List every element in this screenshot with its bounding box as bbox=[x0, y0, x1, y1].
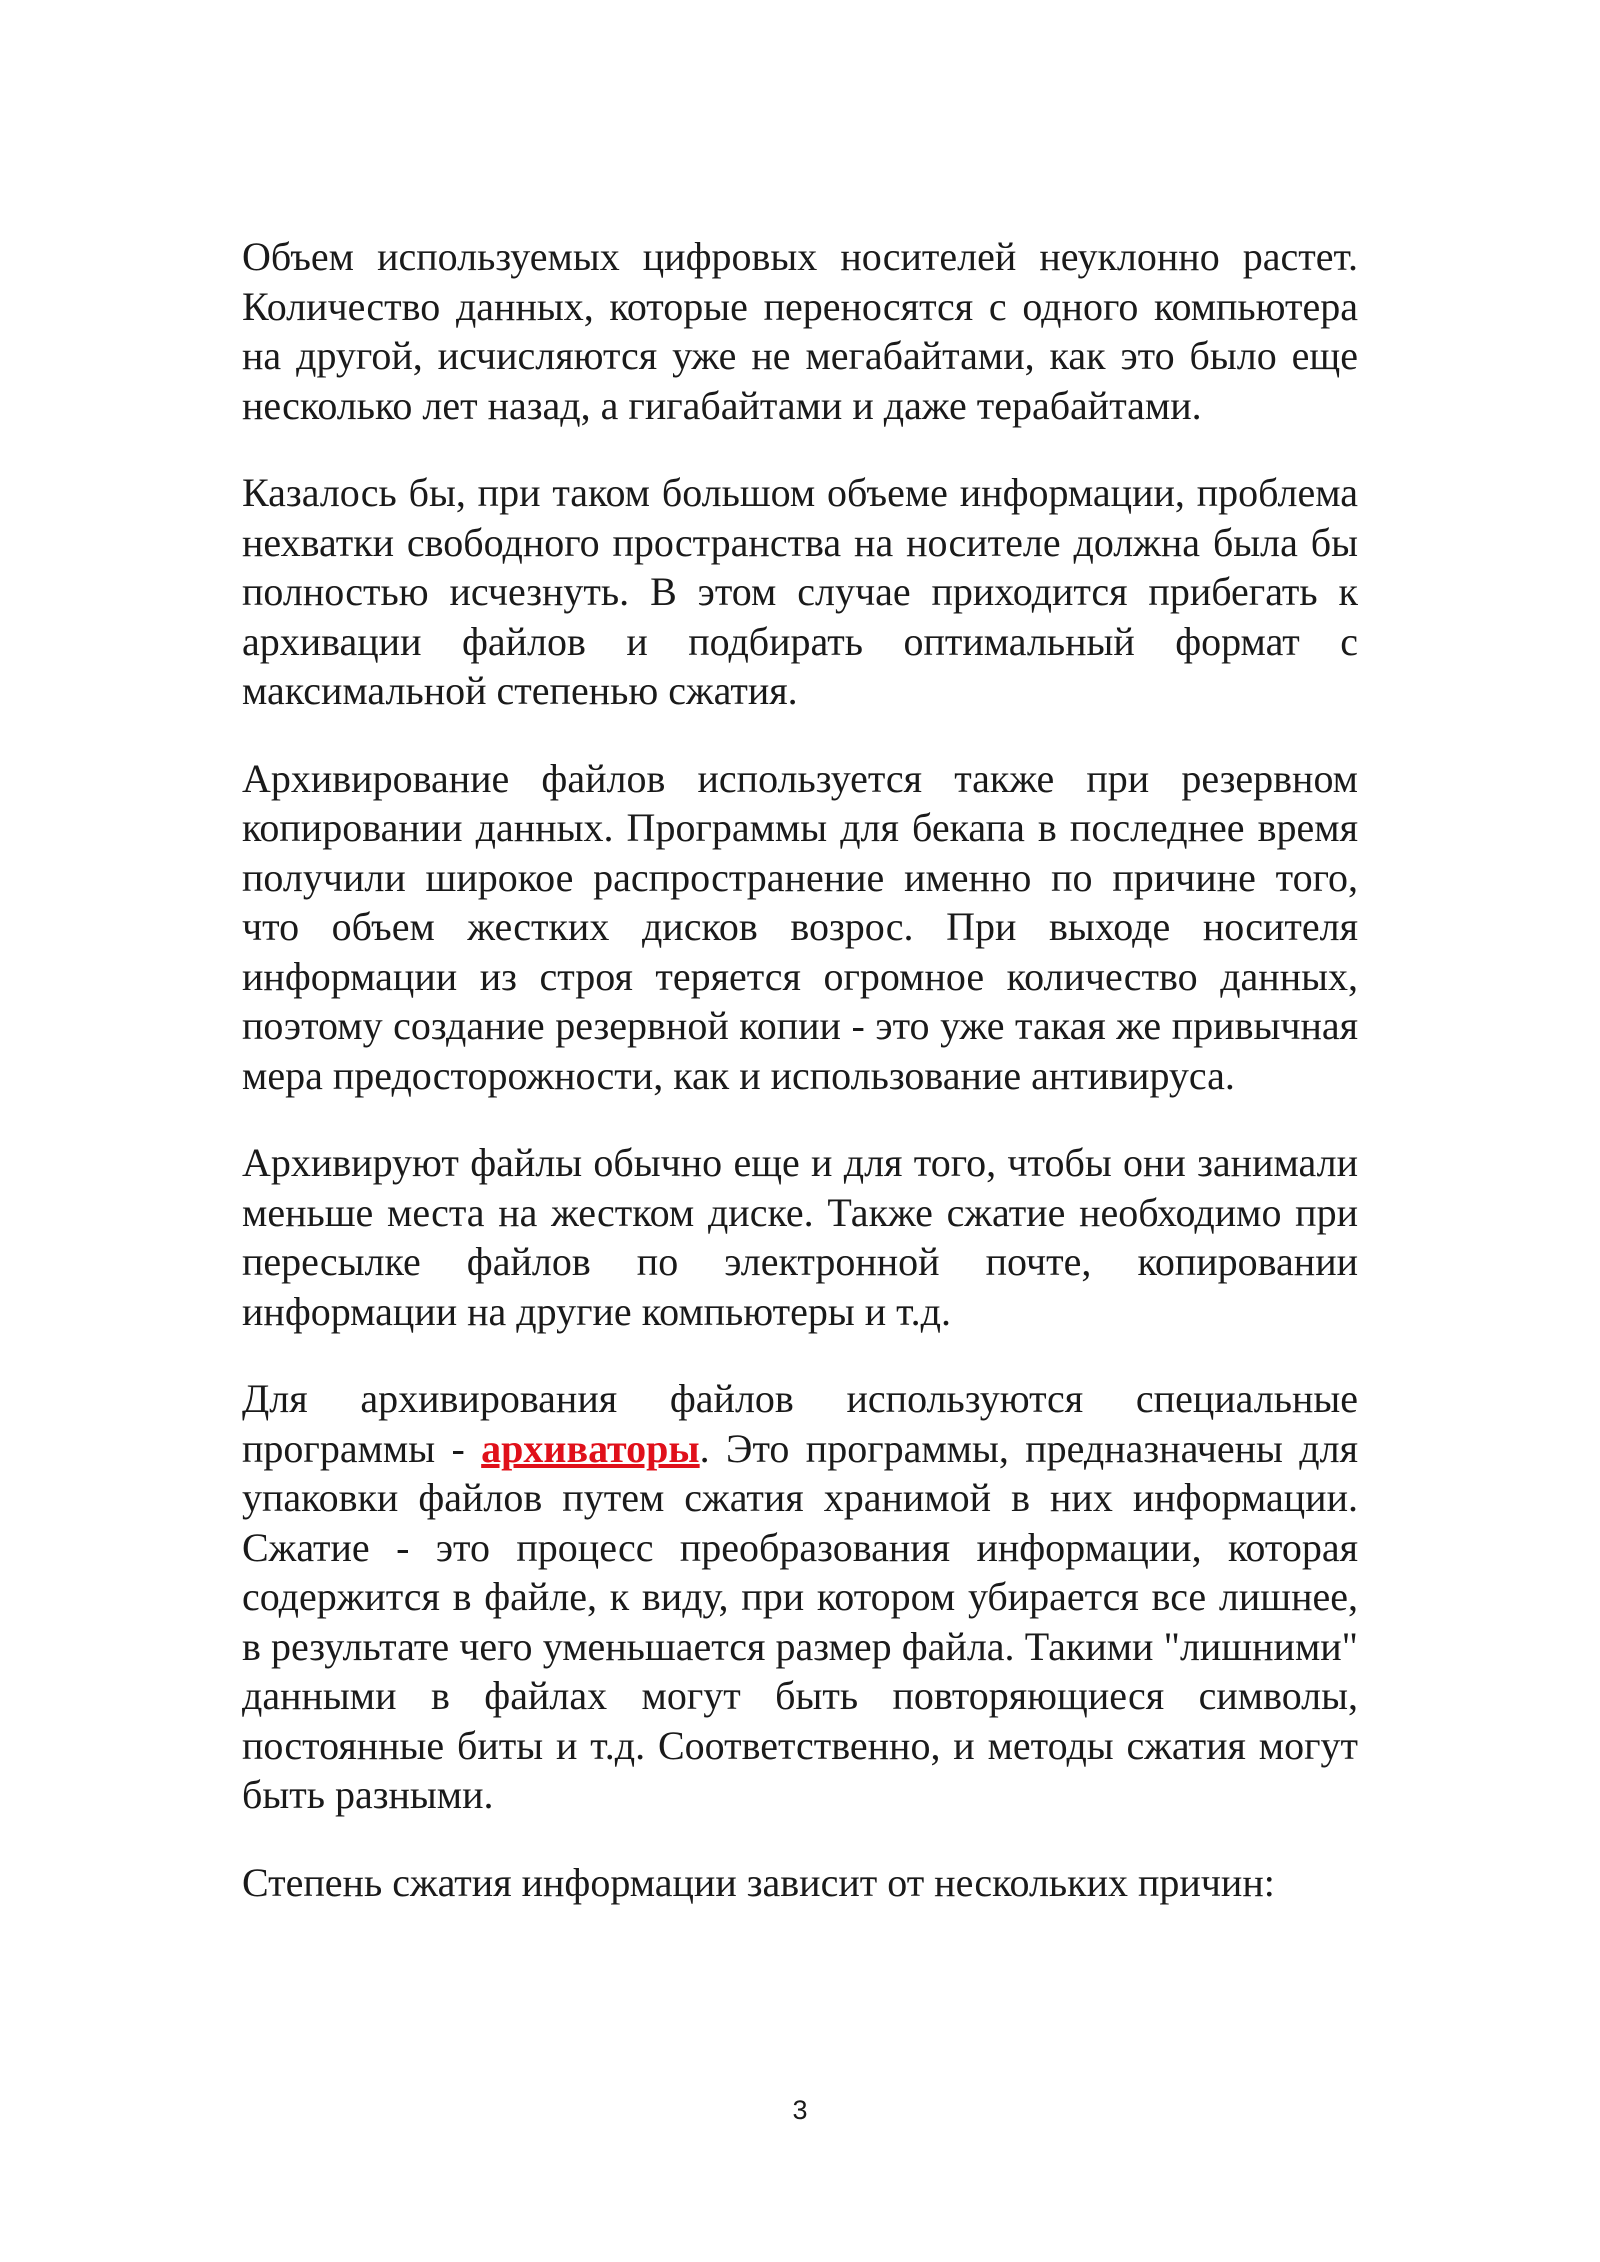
archivers-text-before: Для архивирования файлов используются специальные программы - bbox=[242, 1376, 1358, 1471]
page-number: 3 bbox=[792, 2095, 808, 2125]
document-body bbox=[242, 232, 1358, 1907]
paragraph-free-space: Казалось бы, при таком большом объеме информации, проблема нехватки свободного пространства на носителе должна была бы полностью исчезнуть. В этом случае приходится прибегать к архивации файлов и подбирать оптимальный формат с максимальной степенью сжатия. bbox=[242, 470, 1358, 713]
paragraph-archiving-purpose: Архивируют файлы обычно еще и для того, чтобы они занимали меньше места на жестком диске. Также сжатие необходимо при пересылке файлов по электронной почте, копировании информации на другие компьютеры и т.д. bbox=[242, 1140, 1358, 1334]
archivers-text-after: . Это программы, предназначены для упаковки файлов путем сжатия хранимой в них информации. Сжатие - это процесс преобразования информации, которая содержится в файле, к виду, при котором убирается все лишнее, в результате чего уменьшается размер файла. Такими "лишними" данными в файлах могут быть повторяющиеся символы, постоянные биты и т.д. Соответственно, и методы сжатия могут быть разными. bbox=[242, 1425, 1358, 1817]
paragraph-compression-degree: Степень сжатия информации зависит от нескольких причин: bbox=[242, 1859, 1275, 1905]
paragraph-archivers bbox=[242, 1374, 1358, 1820]
paragraph-backup: Архивирование файлов используется также при резервном копировании данных. Программы для бекапа в последнее время получили широкое распространение именно по причине того, что объем жестких дисков возрос. При выходе носителя информации из строя теряется огромное количество данных, поэтому создание резервной копии - это уже такая же привычная мера предосторожности, как и использование антивируса. bbox=[242, 755, 1358, 1098]
archivers-link[interactable]: архиваторы bbox=[481, 1425, 700, 1471]
paragraph-storage-growth: Объем используемых цифровых носителей неуклонно растет. Количество данных, которые переносятся с одного компьютера на другой, исчисляются уже не мегабайтами, как это было еще несколько лет назад, а гигабайтами и даже терабайтами. bbox=[242, 234, 1358, 428]
